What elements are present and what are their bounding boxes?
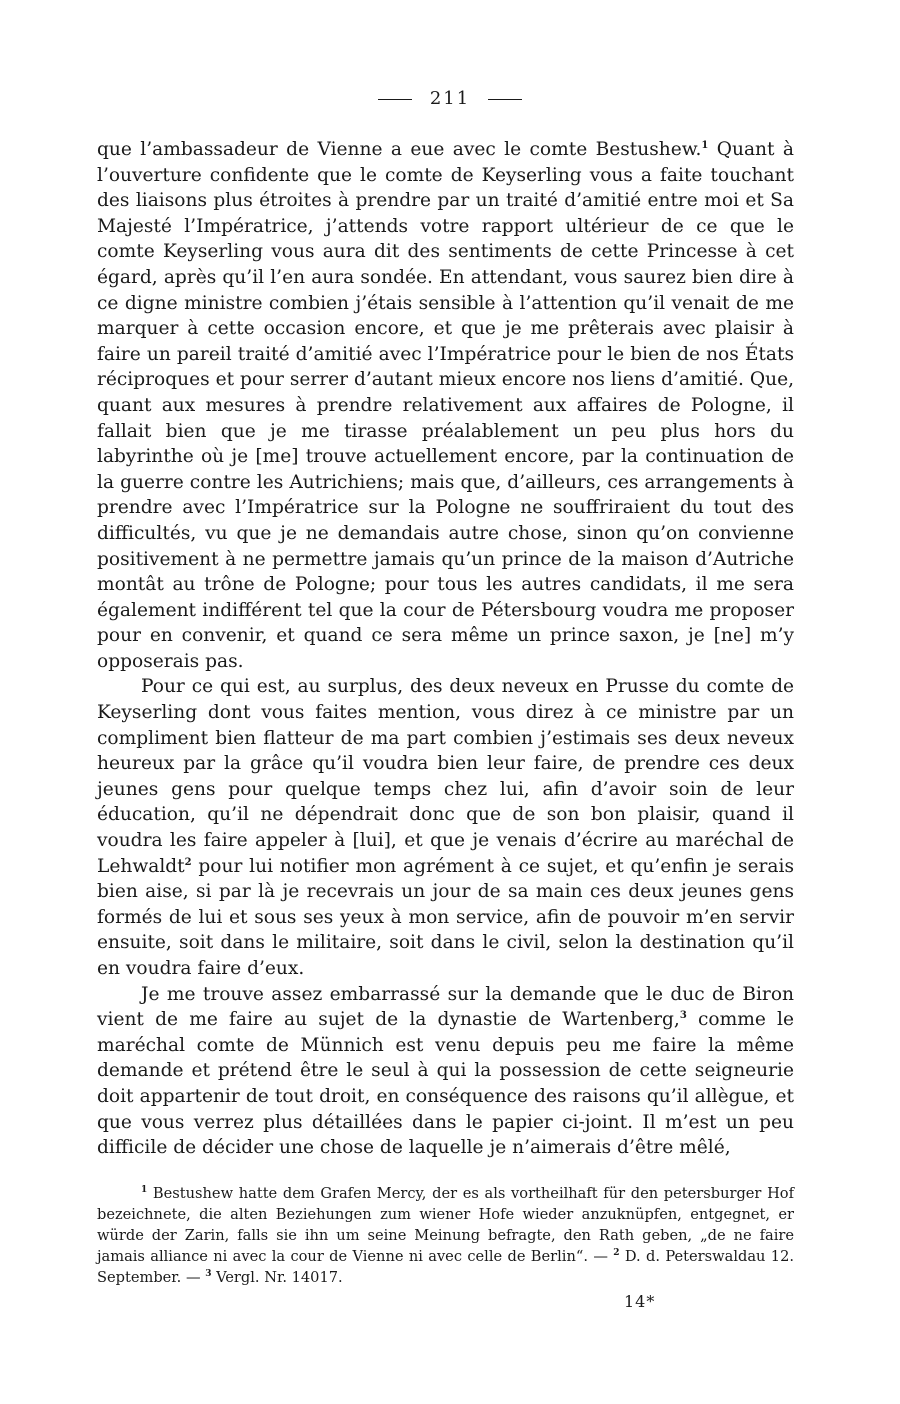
paragraph-3-text-b: comme le maréchal comte de Münnich est venu depuis peu me faire la même demande et prétend être le seul à qui la possession de cette seigneurie doit appartenir de tout droit, en conséquence des raisons qu’il allègue, et que vous verrez plus détaillées dans le papier ci-joint. Il m’est un peu difficile de décider une chose de laquelle je n’aimerais d’être mêlé,: [97, 1009, 794, 1159]
paragraph-2-text-a: Pour ce qui est, au surplus, des deux neveux en Prusse du comte de Keyserling dont vous faites mention, vous direz à ce ministre par un compliment bien flatteur de ma part combien j’estimais ses deux neveux heureux par la grâce qu’il voudra bien leur faire, de prendre ces deux jeunes gens pour quelque temps chez lui, afin d’avoir soin de leur éducation, qu’il ne dépendrait donc que de son bon plaisir, quand il voudra les faire appeler à [lui], et que je venais d’écrire au maréchal de Lehwaldt: [97, 676, 794, 877]
footnote-mark-1: 1: [141, 1185, 148, 1196]
header-rule-right: [488, 99, 522, 100]
page-header: [0, 88, 900, 109]
paragraph-1-text-b: Quant à l’ouverture confidente que le comte de Keyserling vous a faite touchant des liaisons plus étroites à prendre par un traité d’amitié entre moi et Sa Majesté l’Impératrice, j’attends votre rapport ultérieur de ce que le comte Keyserling vous aura dit des sentiments de cette Princesse à cet égard, après qu’il l’en aura sondée. En attendant, vous saurez bien dire à ce digne ministre combien j’étais sensible à l’attention qu’il venait de me marquer à cette occasion encore, et que je me prêterais avec plaisir à faire un pareil traité d’amitié avec l’Impératrice pour le bien de nos États réciproques et pour serrer d’autant mieux encore nos liens d’amitié. Que, quant aux mesures à prendre relativement aux affaires de Pologne, il fallait bien que je me tirasse préalablement un peu plus hors du labyrinthe où je [me] trouve actuellement encore, par la continuation de la guerre contre les Autrichiens; mais que, d’ailleurs, ces arrangements à prendre avec l’Impératrice sur la Pologne ne souffriraient du tout des difficultés, vu que je ne demandais autre chose, sinon qu’on convienne positivement à ne permettre jamais qu’un prince de la maison d’Autriche montât au trône de Pologne; pour tous les autres candidats, il me sera également indifférent tel que la cour de Pétersbourg voudra me proposer pour en convenir, et quand ce sera même un prince saxon, je [ne] m’y opposerais pas.: [97, 139, 794, 672]
header-rule-left: [378, 99, 412, 100]
footnote-ref-2: 2: [184, 856, 192, 868]
sheet-signature: 14*: [624, 1292, 656, 1311]
footnotes: [97, 1183, 794, 1288]
paragraph-1: [97, 137, 794, 674]
paragraph-1-text-a: que l’ambassadeur de Vienne a eue avec le comte Bestushew.: [97, 139, 702, 160]
paragraph-2-text-b: pour lui notifier mon agrément à ce sujet, et qu’enfin je serais bien aise, si par là je recevrais un jour de sa main ces deux jeunes gens formés de lui et sous ses yeux à mon service, afin de pouvoir m’en servir ensuite, soit dans le militaire, soit dans le civil, selon la destination qu’il en voudra faire d’eux.: [97, 855, 794, 979]
paragraph-3-text-a: Je me trouve assez embarrassé sur la demande que le duc de Biron vient de me faire au sujet de la dynastie de Wartenberg,: [97, 983, 794, 1031]
page-number: 211: [429, 88, 471, 109]
footnote-2-text: D. d. Peterswaldau 12. September. —: [97, 1248, 794, 1286]
footnote-ref-3: 3: [679, 1010, 687, 1021]
footnote-3-text: Vergl. Nr. 14017.: [211, 1269, 343, 1286]
footnote-block: [97, 1183, 794, 1288]
footnote-mark-2: 2: [613, 1248, 620, 1259]
main-text: [97, 137, 794, 1161]
footnote-ref-1: 1: [701, 139, 709, 151]
footnote-mark-3: 3: [205, 1269, 212, 1280]
paragraph-3: [97, 982, 794, 1161]
paragraph-2: [97, 674, 794, 981]
footnote-1-text: Bestushew hatte dem Grafen Mercy, der es als vortheilhaft für den petersburger Hof bezeichnete, die alten Beziehungen zum wiener Hofe wieder anzuknüpfen, entgegnet, er würde der Zarin, falls sie ihn um seine Meinung befragte, den Rath geben, „de ne faire jamais alliance ni avec la cour de Vienne ni avec celle de Berlin“. —: [97, 1185, 794, 1265]
